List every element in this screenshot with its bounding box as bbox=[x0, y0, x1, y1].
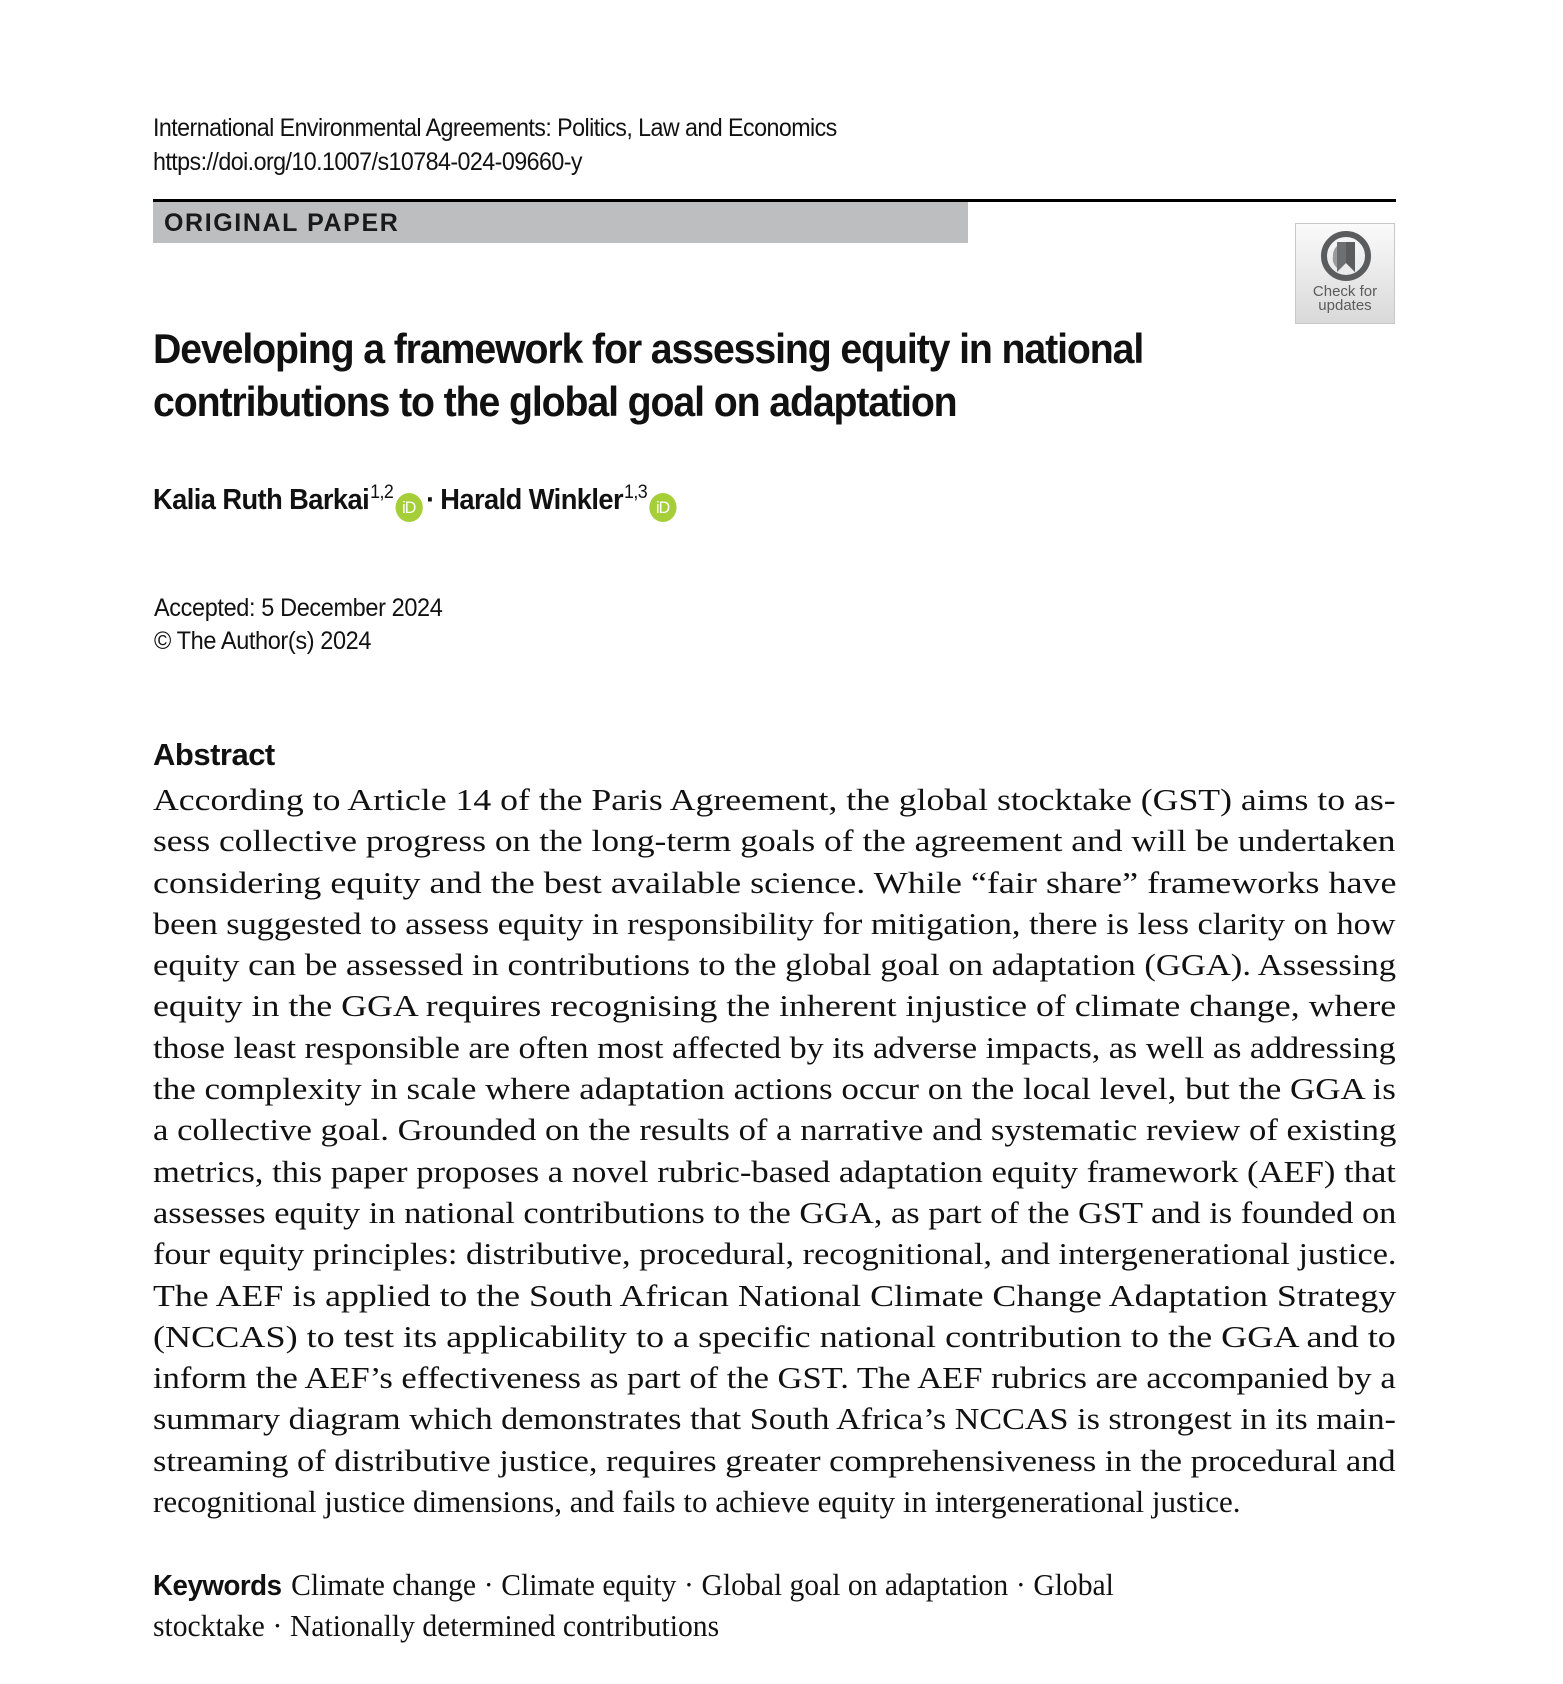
keyword: Global stocktake bbox=[153, 1567, 1114, 1643]
accepted-date: Accepted: 5 December 2024 bbox=[154, 594, 443, 622]
abstract-line: those least responsible are often most affected by its adverse impacts, as well as addressing bbox=[153, 1029, 1396, 1065]
abstract-line: been suggested to assess equity in responsibility for mitigation, there is less clarity on how bbox=[153, 905, 1396, 941]
author-separator: · bbox=[426, 484, 435, 516]
check-for-updates-button[interactable] bbox=[1295, 223, 1395, 324]
check-updates-line1: Check for bbox=[1312, 283, 1378, 300]
abstract-line: recognitional justice dimensions, and fails to achieve equity in intergenerational justice. bbox=[153, 1484, 1241, 1520]
check-updates-line2: updates bbox=[1318, 297, 1372, 314]
keyword-separator: · bbox=[683, 1567, 694, 1602]
author-affiliation: 1,2 bbox=[370, 482, 394, 503]
keyword: Global goal on adaptation bbox=[701, 1567, 1009, 1602]
abstract-line: assesses equity in national contributions to the GGA, as part of the GST and is founded on bbox=[153, 1194, 1397, 1230]
abstract-line: summary diagram which demonstrates that South Africa’s NCCAS is strongest in its main- bbox=[153, 1401, 1396, 1437]
crossmark-bookmark-icon bbox=[1320, 230, 1372, 282]
orcid-icon[interactable]: iD bbox=[649, 493, 676, 522]
author-name[interactable]: Harald Winkler bbox=[440, 484, 624, 516]
keywords-label: Keywords bbox=[153, 1570, 282, 1602]
abstract-line: metrics, this paper proposes a novel rubric-based adaptation equity framework (AEF) that bbox=[153, 1153, 1396, 1189]
abstract-line: equity in the GGA requires recognising the inherent injustice of climate change, where bbox=[153, 988, 1397, 1024]
abstract-line: a collective goal. Grounded on the results of a narrative and systematic review of existing bbox=[153, 1112, 1397, 1148]
keywords-section bbox=[153, 1565, 1340, 1646]
copyright-notice: © The Author(s) 2024 bbox=[154, 627, 372, 655]
abstract-line: According to Article 14 of the Paris Agreement, the global stocktake (GST) aims to as- bbox=[153, 782, 1396, 817]
abstract-line: (NCCAS) to test its applicability to a specific national contribution to the GGA and to bbox=[153, 1318, 1396, 1354]
keyword-separator: · bbox=[483, 1567, 494, 1602]
abstract-line: sess collective progress on the long-term goals of the agreement and will be undertaken bbox=[153, 823, 1396, 859]
abstract-line: the complexity in scale where adaptation actions occur on the local level, but the GGA is bbox=[153, 1071, 1396, 1107]
keyword-separator: · bbox=[1015, 1567, 1026, 1602]
check-for-updates-label bbox=[1296, 285, 1394, 313]
abstract-line: equity can be assessed in contributions to the global goal on adaptation (GGA). Assessing bbox=[153, 947, 1397, 983]
abstract-line: streaming of distributive justice, requires greater comprehensiveness in the procedural and bbox=[153, 1442, 1396, 1478]
keyword: Climate equity bbox=[501, 1567, 677, 1602]
author-name[interactable]: Kalia Ruth Barkai bbox=[153, 484, 370, 516]
author-list bbox=[153, 484, 676, 522]
keyword: Nationally determined contributions bbox=[289, 1608, 720, 1643]
author-affiliation: 1,3 bbox=[623, 482, 648, 503]
title-line-2: contributions to the global goal on adaptation bbox=[153, 378, 957, 425]
abstract-heading: Abstract bbox=[153, 737, 275, 772]
abstract-line: inform the AEF’s effectiveness as part of the GST. The AEF rubrics are accompanied by a bbox=[153, 1360, 1396, 1396]
article-type-band bbox=[153, 202, 968, 243]
keyword: Climate change bbox=[291, 1567, 477, 1602]
paper-title bbox=[153, 322, 1238, 428]
abstract-line: four equity principles: distributive, procedural, recognitional, and intergenerational justice. bbox=[153, 1236, 1397, 1272]
abstract-body bbox=[153, 779, 1396, 1522]
journal-name: International Environmental Agreements: Politics, Law and Economics bbox=[153, 114, 837, 142]
title-line-1: Developing a framework for assessing equity in national bbox=[153, 325, 1144, 372]
orcid-icon[interactable]: iD bbox=[395, 493, 422, 522]
keyword-separator: · bbox=[272, 1608, 283, 1643]
abstract-line: considering equity and the best available science. While “fair share” frameworks have bbox=[153, 864, 1397, 900]
article-type-label: ORIGINAL PAPER bbox=[164, 209, 400, 237]
abstract-line: The AEF is applied to the South African National Climate Change Adaptation Strategy bbox=[153, 1277, 1397, 1313]
doi-link[interactable]: https://doi.org/10.1007/s10784-024-09660-y bbox=[153, 148, 582, 176]
